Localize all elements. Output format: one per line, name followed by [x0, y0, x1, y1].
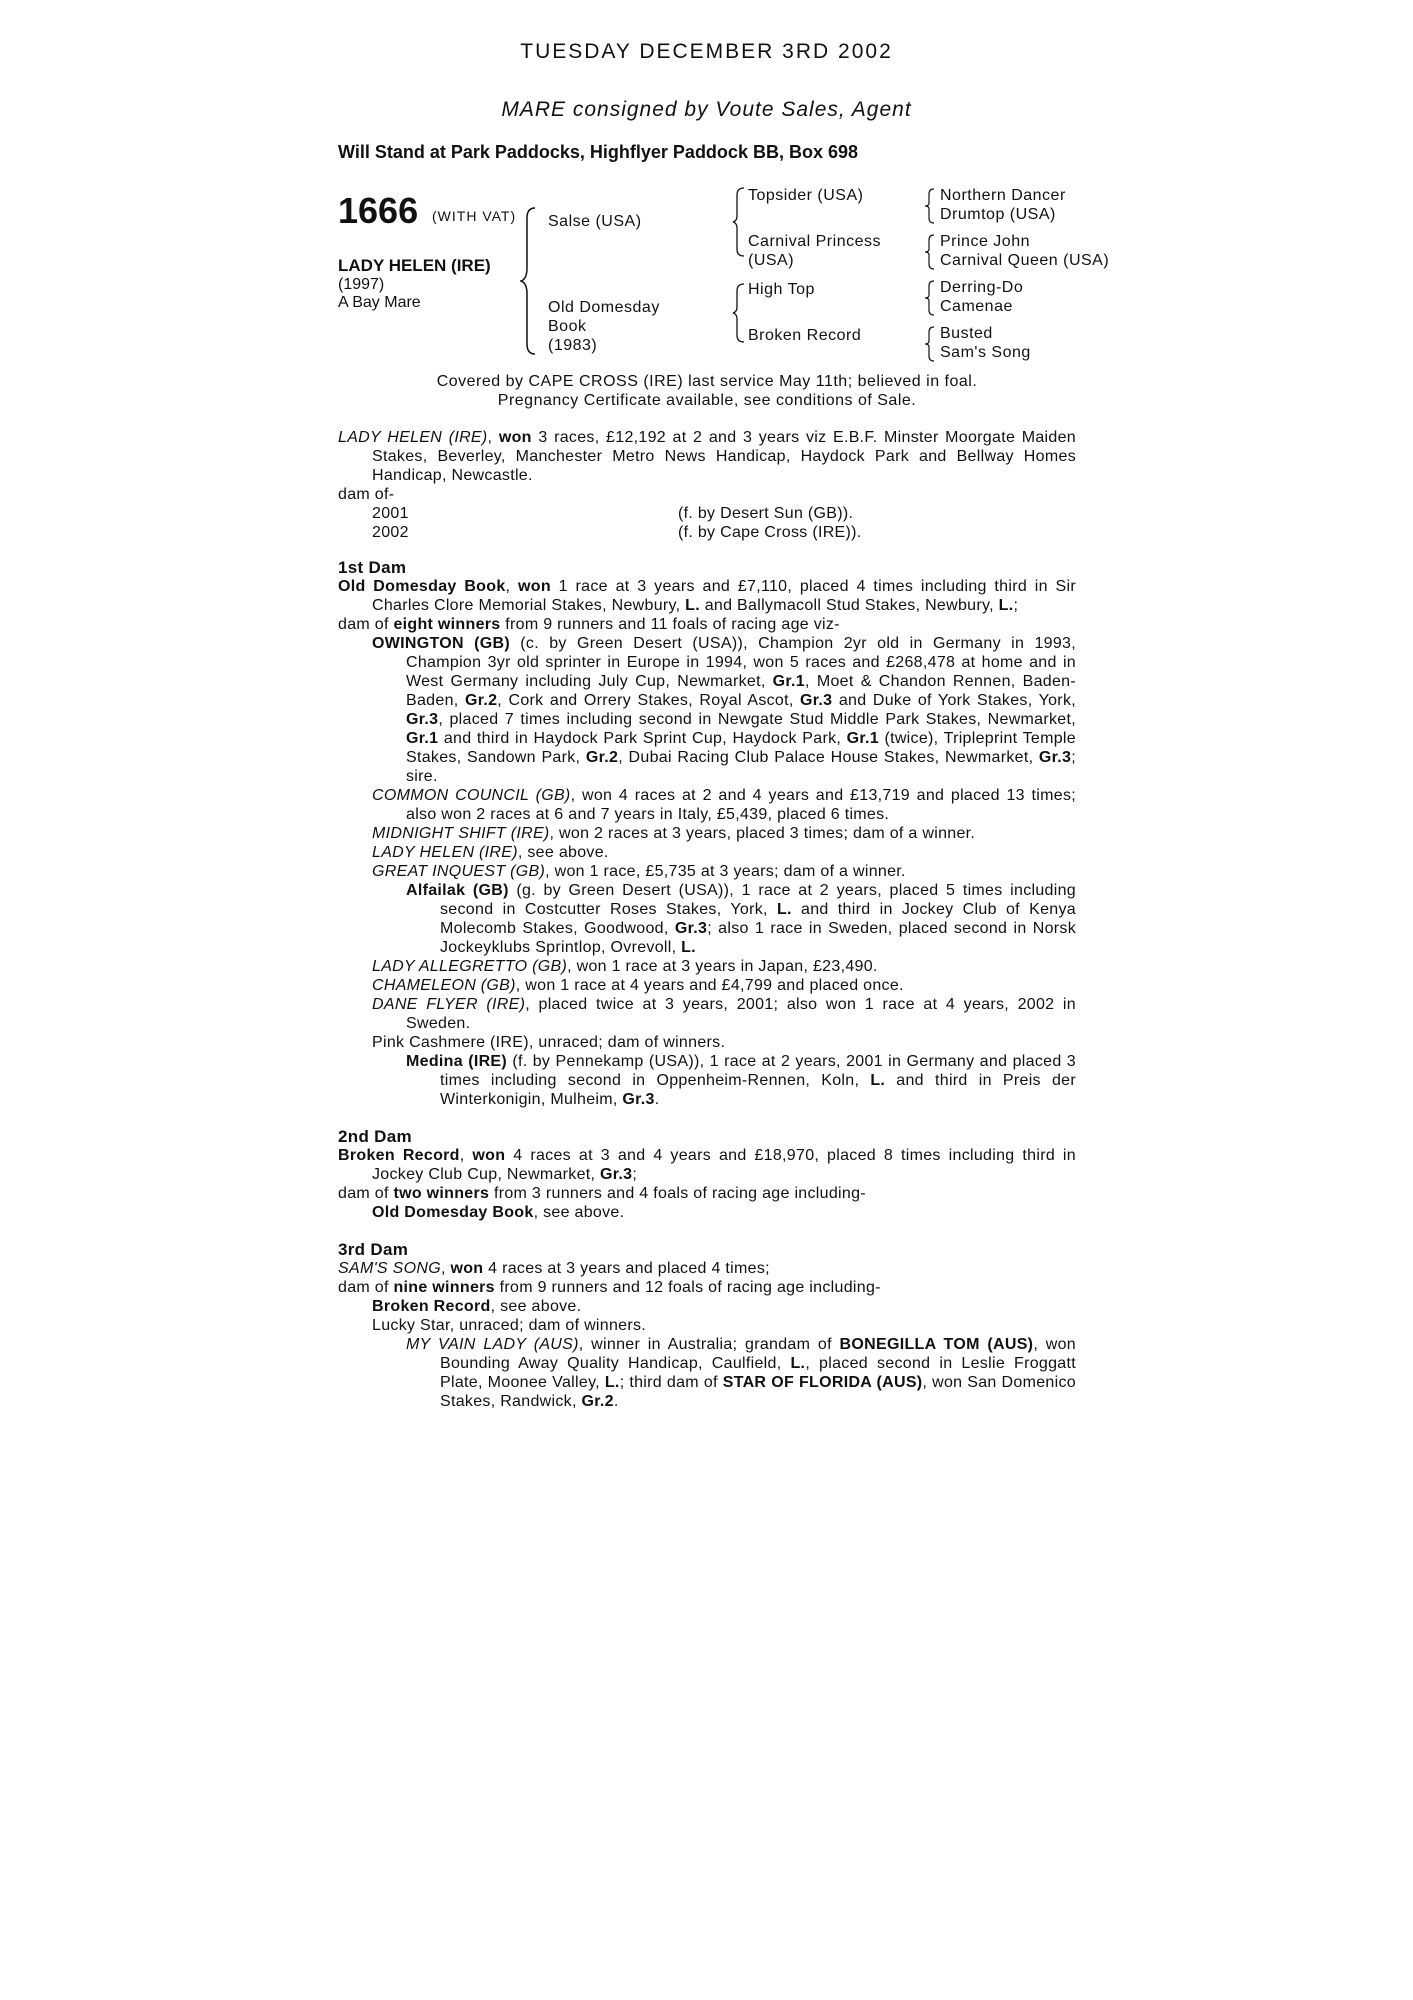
pedigree-block [338, 186, 1138, 376]
offspring-detail: (f. by Cape Cross (IRE)). [678, 524, 862, 541]
produce-dane-flyer [338, 995, 1076, 1033]
group-mark: Gr.3 [600, 1166, 633, 1183]
record-text: dam of [338, 1185, 394, 1202]
produce-name: LADY HELEN (IRE) [372, 844, 518, 861]
group-mark: Gr.2 [464, 692, 498, 709]
pedigree-brace-sd [924, 234, 936, 270]
pedigree-sire: Salse (USA) [548, 213, 642, 230]
record-text: ; also 1 race in Sweden, placed second in Norsk Jockeyklubs Sprintlop, Ovrevoll, [440, 920, 1077, 956]
group-mark: Gr.3 [1038, 749, 1072, 766]
record-text: and third in Preis der Winterkonigin, Mulheim, [440, 1072, 1077, 1108]
record-text: (c. by Green Desert (USA)), Champion 2yr old in Germany in 1993, Champion 3yr old sprinter in Europe in 1994, won 5 races and £268,478 at home and in West Germany including July Cup, Newmarket, [406, 635, 1077, 690]
offspring-detail: (f. by Desert Sun (GB)). [678, 505, 854, 522]
group-mark: Gr.1 [772, 673, 806, 690]
record-text: , placed second in Leslie Froggatt Plate, Moonee Valley, [440, 1355, 1076, 1391]
pedigree-sire-dam-line1: Carnival Princess [748, 233, 881, 250]
listed-mark: L. [790, 1355, 806, 1372]
dam-of-label: dam of- [338, 486, 395, 503]
produce-name: Broken Record [372, 1298, 491, 1315]
produce-lady-helen [338, 843, 1076, 862]
record-text: and Ballymacoll Stud Stakes, Newbury, [699, 597, 999, 614]
pedigree-dss: Derring-Do [940, 279, 1024, 296]
listed-mark: L. [870, 1072, 886, 1089]
mare-record-text: 3 races, £12,192 at 2 and 3 years viz E.B.F. Minster Moorgate Maiden Stakes, Beverley, Manchester Metro News Handicap, Haydock Park and Bellway Homes Handicap, Newcastle. [372, 429, 1076, 484]
record-text: , Dubai Racing Club Palace House Stakes, Newmarket, [618, 749, 1039, 766]
produce-name: COMMON COUNCIL (GB) [372, 787, 571, 804]
produce-great-inquest [338, 862, 1076, 881]
group-mark: Gr.3 [674, 920, 708, 937]
second-dam-record: Broken Record, won 4 races at 3 and 4 years and £18,970, placed 8 times including third in Jockey Club Cup, Newmarket, Gr.3; [338, 1147, 1076, 1183]
pedigree-sire-sire: Topsider (USA) [748, 187, 864, 204]
produce-name: GREAT INQUEST (GB) [372, 863, 546, 880]
won-label: won [472, 1147, 506, 1164]
record-text: and third in Jockey Club of Kenya Molecomb Stakes, Goodwood, [440, 901, 1076, 937]
catalogue-body [338, 428, 1076, 1411]
cover-note [338, 372, 1076, 410]
pedigree-brace-main [520, 206, 540, 356]
second-dam-produce-intro [338, 1184, 1076, 1203]
record-text: from 9 runners and 12 foals of racing age including- [494, 1279, 881, 1296]
record-text: (twice), Tripleprint Temple Stakes, Sandown Park, [406, 730, 1076, 766]
record-text: . [613, 1393, 619, 1410]
group-mark: Gr.3 [800, 692, 833, 709]
second-dam-name: Broken Record [338, 1147, 460, 1164]
group-mark: Gr.1 [406, 730, 439, 747]
listed-mark: L. [998, 597, 1014, 614]
record-text: 1 race at 3 years and £7,110, placed 4 times including third in Sir Charles Clore Memorial Stakes, Newbury, [372, 578, 1076, 614]
pedigree-ddd: Sam's Song [940, 344, 1031, 361]
produce-pink-cashmere: Pink Cashmere (IRE), unraced; dam of winners. [372, 1034, 726, 1051]
pedigree-sire-dam-line2: (USA) [748, 252, 795, 269]
produce-name: CHAMELEON (GB) [372, 977, 516, 994]
second-dam-heading: 2nd Dam [338, 1127, 412, 1146]
stand-location: Will Stand at Park Paddocks, Highflyer Paddock BB, Box 698 [338, 142, 858, 162]
record-text: and Duke of York Stakes, York, [832, 692, 1076, 709]
produce-lucky-star: Lucky Star, unraced; dam of winners. [372, 1317, 647, 1334]
record-text: ; [632, 1166, 638, 1183]
horse-name: LADY HELEN (IRE) [338, 256, 491, 275]
record-text: , won 4 races at 2 and 4 years and £13,719 and placed 13 times; also won 2 races at 6 and 7 years in Italy, £5,439, placed 6 times. [406, 787, 1076, 823]
record-text: dam of [338, 1279, 394, 1296]
cover-line1: Covered by CAPE CROSS (IRE) last service May 11th; believed in foal. [436, 373, 978, 390]
record-text: , won 1 race at 3 years in Japan, £23,490. [567, 958, 878, 975]
record-text: , placed 7 times including second in Newgate Stud Middle Park Stakes, Newmarket, [438, 711, 1076, 728]
record-text: from 3 runners and 4 foals of racing age including- [489, 1185, 866, 1202]
cover-line2: Pregnancy Certificate available, see conditions of Sale. [497, 392, 917, 409]
record-text: 4 races at 3 years and placed 4 times; [483, 1260, 770, 1277]
third-dam-produce-intro [338, 1278, 1076, 1297]
consignment-line: MARE consigned by Voute Sales, Agent [501, 98, 912, 121]
winners-count: nine winners [393, 1279, 495, 1296]
listed-mark: L. [776, 901, 792, 918]
produce-lady-allegretto [338, 957, 1076, 976]
record-text: , won 1 race, £5,735 at 3 years; dam of a winner. [545, 863, 906, 880]
record-text: (g. by Green Desert (USA)), 1 race at 2 years, placed 5 times including second in Costcutter Roses Stakes, York, [440, 882, 1076, 918]
produce-midnight-shift [338, 824, 1076, 843]
listed-mark: L. [685, 597, 700, 614]
record-text: ; sire. [406, 749, 1076, 785]
produce-common-council [338, 786, 1076, 824]
record-text: , Moet & Chandon Rennen, Baden-Baden, [406, 673, 1076, 709]
record-text: , won Bounding Away Quality Handicap, Caulfield, [440, 1336, 1076, 1372]
record-text: , won 2 races at 3 years, placed 3 times; dam of a winner. [549, 825, 976, 842]
record-text: , see above. [490, 1298, 582, 1315]
first-dam-heading: 1st Dam [338, 558, 407, 577]
first-dam-record: Old Domesday Book, won 1 race at 3 years and £7,110, placed 4 times including third in Sir Charles Clore Memorial Stakes, Newbury, L. and Ballymacoll Stud Stakes, Newbury, L.; [338, 578, 1076, 614]
first-dam-name: Old Domesday Book [338, 578, 506, 595]
group-mark: Gr.2 [585, 749, 619, 766]
record-text: and third in Haydock Park Sprint Cup, Haydock Park, [438, 730, 847, 747]
record-text: 4 races at 3 and 4 years and £18,970, placed 8 times including third in Jockey Club Cup, Newmarket, [372, 1147, 1076, 1183]
offspring-year: 2001 [372, 505, 409, 522]
won-label: won [450, 1260, 484, 1277]
pedigree-brace-dd [924, 326, 936, 362]
pedigree-dam-line3: (1983) [548, 337, 598, 354]
produce-medina [338, 1052, 1076, 1109]
produce-name: Alfailak (GB) [406, 882, 509, 899]
won-label: won [518, 578, 551, 595]
record-text: , placed twice at 3 years, 2001; also won 1 race at 4 years, 2002 in Sweden. [406, 996, 1076, 1032]
pedigree-sss: Northern Dancer [940, 187, 1066, 204]
pedigree-sire-dam [748, 232, 881, 270]
horse-description: A Bay Mare [338, 294, 421, 311]
listed-mark: L. [681, 939, 696, 956]
produce-old-domesday-ref [338, 1203, 1076, 1222]
record-text: , won 1 race at 4 years and £4,799 and placed once. [515, 977, 904, 994]
record-text: ; [1013, 597, 1019, 614]
spacer [338, 1109, 1076, 1127]
pedigree-dsd: Camenae [940, 298, 1013, 315]
produce-name: MY VAIN LADY (AUS) [406, 1336, 579, 1353]
pedigree-sds: Prince John [940, 233, 1030, 250]
group-mark: Gr.3 [622, 1091, 655, 1108]
produce-name: STAR OF FLORIDA (AUS) [722, 1374, 923, 1391]
sale-date: TUESDAY DECEMBER 3RD 2002 [520, 40, 893, 63]
record-text: from 9 runners and 11 foals of racing age viz- [500, 616, 840, 633]
produce-name: MIDNIGHT SHIFT (IRE) [372, 825, 550, 842]
produce-name: Old Domesday Book [372, 1204, 534, 1221]
third-dam-record: SAM'S SONG, won 4 races at 3 years and placed 4 times; [338, 1260, 770, 1277]
winners-count: eight winners [393, 616, 501, 633]
pedigree-dam-dam: Broken Record [748, 327, 862, 344]
produce-alfailak [338, 881, 1076, 957]
record-text: , won San Domenico Stakes, Randwick, [440, 1374, 1076, 1410]
record-text: (f. by Pennekamp (USA)), 1 race at 2 years, 2001 in Germany and placed 3 times including second in Oppenheim-Rennen, Koln, [440, 1053, 1076, 1089]
pedigree-dam [548, 298, 660, 355]
group-mark: Gr.3 [406, 711, 439, 728]
spacer [338, 1222, 1076, 1240]
produce-broken-record-ref [338, 1297, 1076, 1316]
record-text: , winner in Australia; grandam of [578, 1336, 840, 1353]
record-text: , Cork and Orrery Stakes, Royal Ascot, [497, 692, 801, 709]
pedigree-dam-line2: Book [548, 318, 587, 335]
lot-vat: (WITH VAT) [432, 208, 517, 224]
produce-my-vain-lady [338, 1335, 1076, 1411]
pedigree-brace-ds [924, 280, 936, 316]
offspring-row [338, 504, 1076, 523]
offspring-year: 2002 [372, 524, 409, 541]
pedigree-ssd: Drumtop (USA) [940, 206, 1056, 223]
pedigree-brace-ss [924, 188, 936, 224]
won-label: won [498, 429, 532, 446]
produce-name: OWINGTON (GB) [372, 635, 511, 652]
offspring-row [338, 523, 1076, 542]
group-mark: Gr.1 [846, 730, 879, 747]
lot-number: 1666 [338, 190, 419, 231]
produce-owington [338, 634, 1076, 786]
group-mark: Gr.2 [581, 1393, 614, 1410]
produce-chameleon [338, 976, 1076, 995]
mare-record: LADY HELEN (IRE), won 3 races, £12,192 at 2 and 3 years viz E.B.F. Minster Moorgate Maiden Stakes, Beverley, Manchester Metro News Handicap, Haydock Park and Bellway Homes Handicap, Newcastle. [338, 429, 1076, 484]
record-text: dam of [338, 616, 394, 633]
third-dam-name: SAM'S SONG [338, 1260, 441, 1277]
record-text: ; third dam of [619, 1374, 723, 1391]
pedigree-brace-dam [732, 282, 746, 344]
winners-count: two winners [393, 1185, 490, 1202]
pedigree-brace-sire [732, 186, 746, 258]
record-text: , see above. [517, 844, 609, 861]
horse-year: (1997) [338, 276, 385, 293]
listed-mark: L. [604, 1374, 620, 1391]
record-text: , see above. [533, 1204, 625, 1221]
pedigree-dds: Busted [940, 325, 993, 342]
record-text: . [654, 1091, 660, 1108]
produce-name: Medina (IRE) [406, 1053, 508, 1070]
produce-name: BONEGILLA TOM (AUS) [839, 1336, 1034, 1353]
mare-name: LADY HELEN (IRE) [338, 429, 488, 446]
third-dam-heading: 3rd Dam [338, 1240, 409, 1259]
pedigree-dam-line1: Old Domesday [548, 299, 660, 316]
pedigree-sdd: Carnival Queen (USA) [940, 252, 1110, 269]
produce-name: LADY ALLEGRETTO (GB) [372, 958, 568, 975]
produce-name: DANE FLYER (IRE) [372, 996, 526, 1013]
pedigree-dam-sire: High Top [748, 281, 815, 298]
first-dam-produce-intro [338, 615, 1076, 634]
